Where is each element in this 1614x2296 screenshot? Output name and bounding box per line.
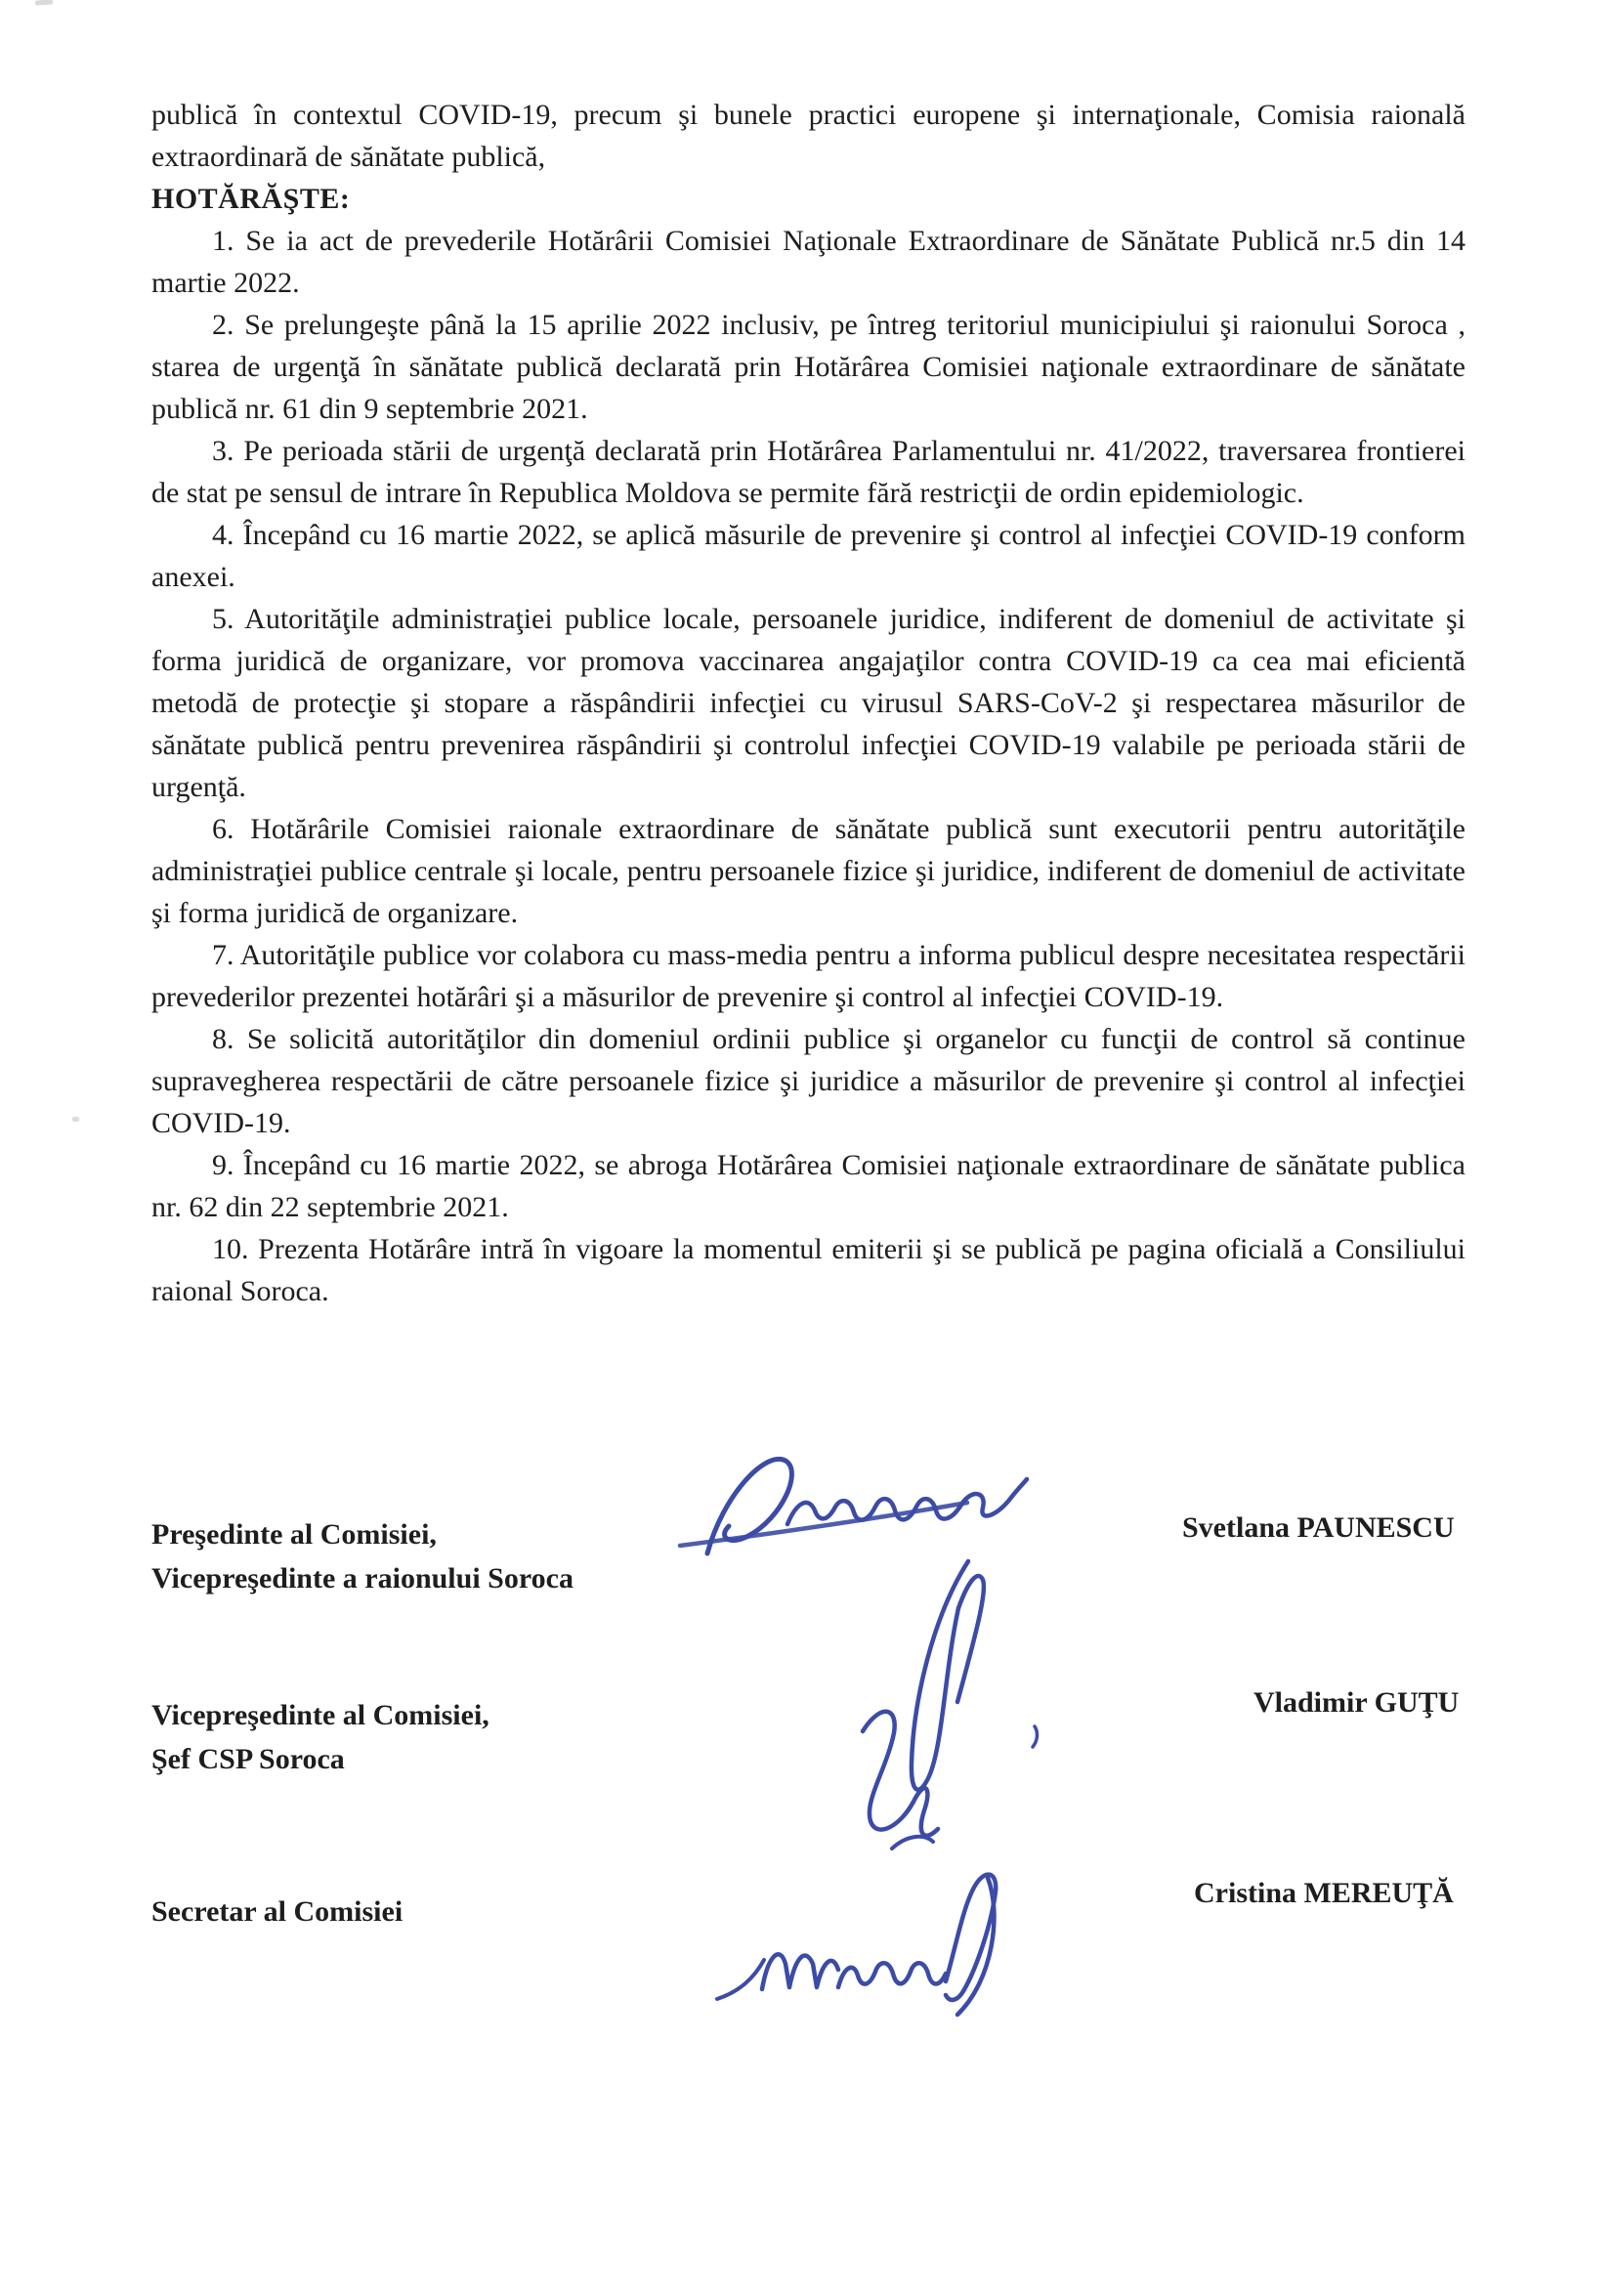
decision-item-4 — [151, 514, 1465, 598]
item-number: 1. — [212, 225, 234, 257]
item-number: 9. — [212, 1149, 234, 1181]
item-number: 3. — [212, 435, 234, 467]
role-line: Vicepreşedinte a raionului Soroca — [151, 1562, 573, 1594]
decision-heading: HOTĂRĂŞTE: — [151, 183, 351, 215]
item-text: Începând cu 16 martie 2022, se abroga Hotărârea Comisiei naţionale extraordinare de sănătate publica nr. 62 din 22 septembrie 2021. — [151, 1149, 1465, 1223]
item-number: 2. — [212, 309, 234, 341]
item-number: 8. — [212, 1023, 234, 1055]
item-text: Se ia act de prevederile Hotărârii Comisiei Naţionale Extraordinare de Sănătate Publică nr.5 din 14 martie 2022. — [151, 225, 1465, 299]
decision-item-8 — [151, 1018, 1465, 1144]
signatory-name-paunescu: Svetlana PAUNESCU — [1182, 1511, 1455, 1544]
item-text: Se prelungeşte până la 15 aprilie 2022 inclusiv, pe întreg teritoriul municipiului şi raionului Soroca , starea de urgenţă în sănătate publică declarată prin Hotărârea Comisiei naţionale extraordinare de sănătate publică nr. 61 din 9 septembrie 2021. — [151, 309, 1466, 425]
gutu-signature — [777, 1553, 1042, 1893]
decision-item-7 — [151, 934, 1465, 1018]
item-number: 7. — [212, 939, 234, 971]
decision-item-9 — [151, 1144, 1465, 1228]
decision-item-2 — [151, 304, 1465, 430]
decision-item-1 — [151, 220, 1465, 304]
item-number: 5. — [212, 603, 234, 635]
item-text: Se solicită autorităţilor din domeniul ordinii publice şi organelor cu funcţii de control să continue supravegherea respectării de către persoanele fizice şi juridice a măsurilor de prevenire şi control al infecţiei COVID-19. — [151, 1023, 1465, 1139]
mereuta-signature — [711, 1850, 1038, 2022]
role-line: Secretar al Comisiei — [151, 1895, 404, 1928]
item-text: Autorităţile publice vor colabora cu mass-media pentru a informa publicul despre necesitatea respectării prevederilor prezentei hotărâri şi a măsurilor de prevenire şi control al infecţiei COVID-19. — [151, 939, 1465, 1013]
role-line: Vicepreşedinte al Comisiei, — [151, 1699, 489, 1731]
role-line: Şef CSP Soroca — [151, 1743, 345, 1775]
signatory-name-gutu: Vladimir GUŢU — [1253, 1686, 1460, 1719]
decision-item-10 — [151, 1228, 1465, 1312]
scan-artifact — [72, 1117, 79, 1122]
intro-paragraph: publică în contextul COVID-19, precum şi bunele practici europene şi internaţionale, Comisia raională extraordinară de sănătate publică, — [151, 99, 1465, 173]
item-text: Autorităţile administraţiei publice locale, persoanele juridice, indiferent de domeniul de activitate şi forma juridică de organizare, vor promova vaccinarea angajaţilor contra COVID-19 ca cea mai eficientă metodă de protecţie şi stopare a răspândirii infecţiei cu virusul SARS-CoV-2 şi respectarea măsurilor de sănătate publică pentru prevenirea răspândirii şi controlul infecţiei COVID-19 valabile pe perioada stării de urgenţă. — [151, 603, 1465, 803]
decision-item-3 — [151, 430, 1465, 514]
signature-role-secretary — [151, 1890, 403, 1934]
item-number: 10. — [212, 1233, 249, 1265]
decision-item-6 — [151, 808, 1465, 934]
role-line: Preşedinte al Comisiei, — [151, 1518, 437, 1551]
item-text: Pe perioada stării de urgenţă declarată prin Hotărârea Parlamentului nr. 41/2022, traversarea frontierei de stat pe sensul de intrare în Republica Moldova se permite fără restricţii de ordin epidemiologic. — [151, 435, 1466, 509]
ink-apostrophe-mark — [1030, 1723, 1043, 1751]
signatory-name-mereuta: Cristina MEREUŢĂ — [1194, 1877, 1454, 1909]
signature-role-vicepresident — [151, 1693, 489, 1781]
item-text: Prezenta Hotărâre intră în vigoare la momentul emiterii şi se publică pe pagina oficială a Consiliului raional Soroca. — [151, 1233, 1465, 1307]
signature-role-president — [151, 1512, 573, 1600]
scan-artifact — [35, 0, 53, 6]
item-number: 6. — [212, 813, 234, 845]
item-text: Hotărârile Comisiei raionale extraordinare de sănătate publică sunt executorii pentru autorităţile administraţiei publice centrale şi locale, pentru persoanele fizice şi juridice, indiferent de domeniul de activitate şi forma juridică de organizare. — [151, 813, 1466, 929]
item-number: 4. — [212, 519, 234, 551]
decision-item-5 — [151, 598, 1465, 808]
item-text: Începând cu 16 martie 2022, se aplică măsurile de prevenire şi control al infecţiei COVID-19 conform anexei. — [151, 519, 1466, 593]
document-body — [151, 94, 1465, 1312]
